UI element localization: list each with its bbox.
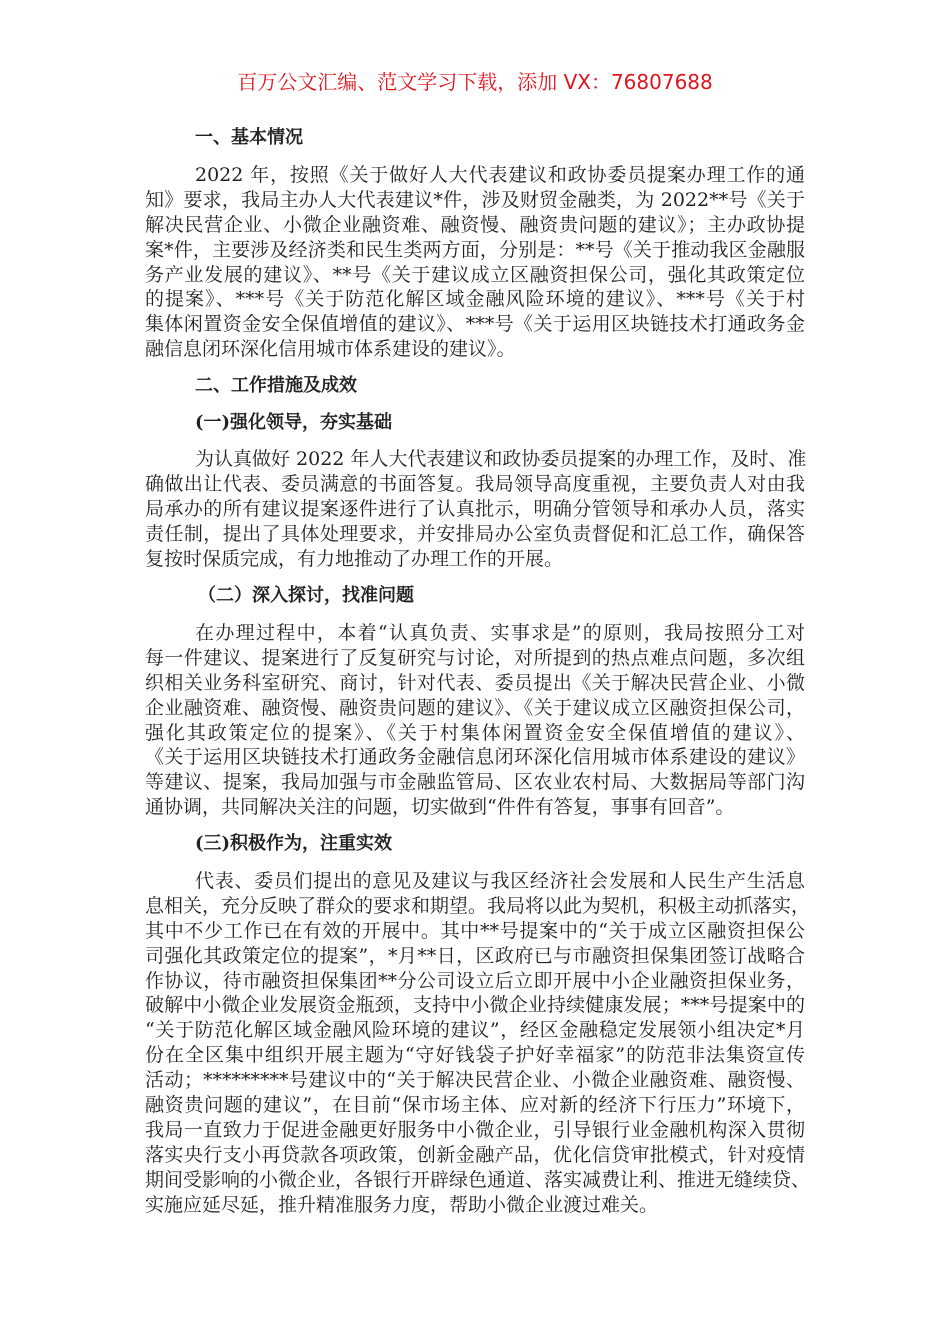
section-heading: 一、基本情况: [195, 127, 303, 148]
paragraph: [145, 621, 805, 820]
paragraph-line: 活动；*********号建议中的“关于解决民营企业、小微企业融资难、融资慢、: [145, 1069, 805, 1092]
paragraph-line: 作协议，待市融资担保集团**分公司设立后立即开展中小企业融资担保业务，: [145, 969, 805, 992]
paragraph-line: 破解中小微企业发展资金瓶颈，支持中小微企业持续健康发展；***号提案中的: [145, 994, 805, 1017]
paragraph-line: 实施应延尽延，推升精准服务力度，帮助小微企业渡过难关。: [145, 1193, 659, 1216]
paragraph-line: 局承办的所有建议提案逐件进行了认真批示，明确分管领导和承办人员，落实: [145, 497, 805, 520]
paragraph-line: 息相关，充分反映了群众的要求和期望。我局将以此为契机，积极主动抓落实，: [145, 894, 811, 917]
paragraph: [145, 163, 805, 362]
paragraph-line: 落实央行支小再贷款各项政策，创新金融产品，优化信贷审批模式，针对疫情: [145, 1143, 805, 1166]
paragraph-line: 集体闲置资金安全保值增值的建议》、***号《关于运用区块链技术打通政务金: [145, 313, 805, 336]
paragraph-line: 为认真做好 2022 年人大代表建议和政协委员提案的办理工作，及时、准: [195, 448, 807, 470]
paragraph-line: 《关于运用区块链技术打通政务金融信息闭环深化信用城市体系建设的建议》: [145, 746, 805, 769]
paragraph: [145, 447, 805, 571]
watermark-banner: 百万公文汇编、范文学习下载，添加 VX：76807688: [237, 70, 713, 94]
paragraph-line: 通协调，共同解决关注的问题，切实做到“件件有答复，事事有回音”。: [145, 796, 735, 819]
paragraph-line: 解决民营企业、小微企业融资难、融资慢、融资贵问题的建议》；主办政协提: [145, 213, 805, 236]
section-heading: (一)强化领导，夯实基础: [195, 412, 393, 433]
paragraph-line: 企业融资难、融资慢、融资贵问题的建议》、《关于建议成立区融资担保公司，: [145, 696, 805, 719]
section-heading: 二、工作措施及成效: [195, 375, 357, 396]
paragraph-line: 期间受影响的小微企业，各银行开辟绿色通道、落实减费让利、推进无缝续贷、: [145, 1168, 811, 1191]
paragraph-line: 织相关业务科室研究、商讨，针对代表、委员提出《关于解决民营企业、小微: [145, 671, 805, 694]
paragraph-line: 的提案》、***号《关于防范化解区域金融风险环境的建议》、***号《关于村: [145, 288, 805, 311]
paragraph-line: 知》要求，我局主办人大代表建议*件，涉及财贸金融类，为 2022**号《关于: [145, 188, 805, 211]
paragraph: [145, 869, 811, 1217]
section-heading: (三)积极作为，注重实效: [195, 833, 393, 854]
paragraph-line: 案*件，主要涉及经济类和民生类两方面，分别是：**号《关于推动我区金融服: [145, 238, 805, 261]
paragraph-line: 融信息闭环深化信用城市体系建设的建议》。: [145, 338, 516, 361]
paragraph-line: 份在全区集中组织开展主题为“守好钱袋子护好幸福家”的防范非法集资宣传: [145, 1044, 805, 1067]
paragraph-line: 代表、委员们提出的意见及建议与我区经济社会发展和人民生产生活息: [195, 870, 805, 892]
paragraph-line: 确做出让代表、委员满意的书面答复。我局领导高度重视，主要负责人对由我: [145, 472, 805, 495]
paragraph-line: 责任制，提出了具体处理要求，并安排局办公室负责督促和汇总工作，确保答: [145, 522, 805, 545]
paragraph-line: 每一件建议、提案进行了反复研究与讨论，对所提到的热点难点问题，多次组: [145, 646, 805, 669]
paragraph-line: 复按时保质完成，有力地推动了办理工作的开展。: [145, 547, 564, 570]
paragraph-line: 司强化其政策定位的提案”，*月**日，区政府已与市融资担保集团签订战略合: [145, 944, 805, 967]
paragraph-line: 等建议、提案，我局加强与市金融监管局、区农业农村局、大数据局等部门沟: [145, 771, 805, 794]
paragraph-line: 务产业发展的建议》、**号《关于建议成立区融资担保公司，强化其政策定位: [145, 263, 805, 286]
paragraph-line: 2022 年，按照《关于做好人大代表建议和政协委员提案办理工作的通: [195, 164, 805, 186]
paragraph-line: 强化其政策定位的提案》、《关于村集体闲置资金安全保值增值的建议》、: [145, 721, 805, 744]
paragraph-line: 融资贵问题的建议”，在目前“保市场主体、应对新的经济下行压力”环境下，: [145, 1094, 805, 1117]
paragraph-line: 我局一直致力于促进金融更好服务中小微企业，引导银行业金融机构深入贯彻: [145, 1118, 805, 1141]
paragraph-line: “关于防范化解区域金融风险环境的建议”，经区金融稳定发展领小组决定*月: [145, 1019, 805, 1042]
paragraph-line: 其中不少工作已在有效的开展中。其中**号提案中的“关于成立区融资担保公: [145, 919, 805, 942]
section-heading: （二）深入探讨，找准问题: [198, 585, 414, 606]
paragraph-line: 在办理过程中，本着“认真负责、实事求是”的原则，我局按照分工对: [195, 622, 805, 644]
